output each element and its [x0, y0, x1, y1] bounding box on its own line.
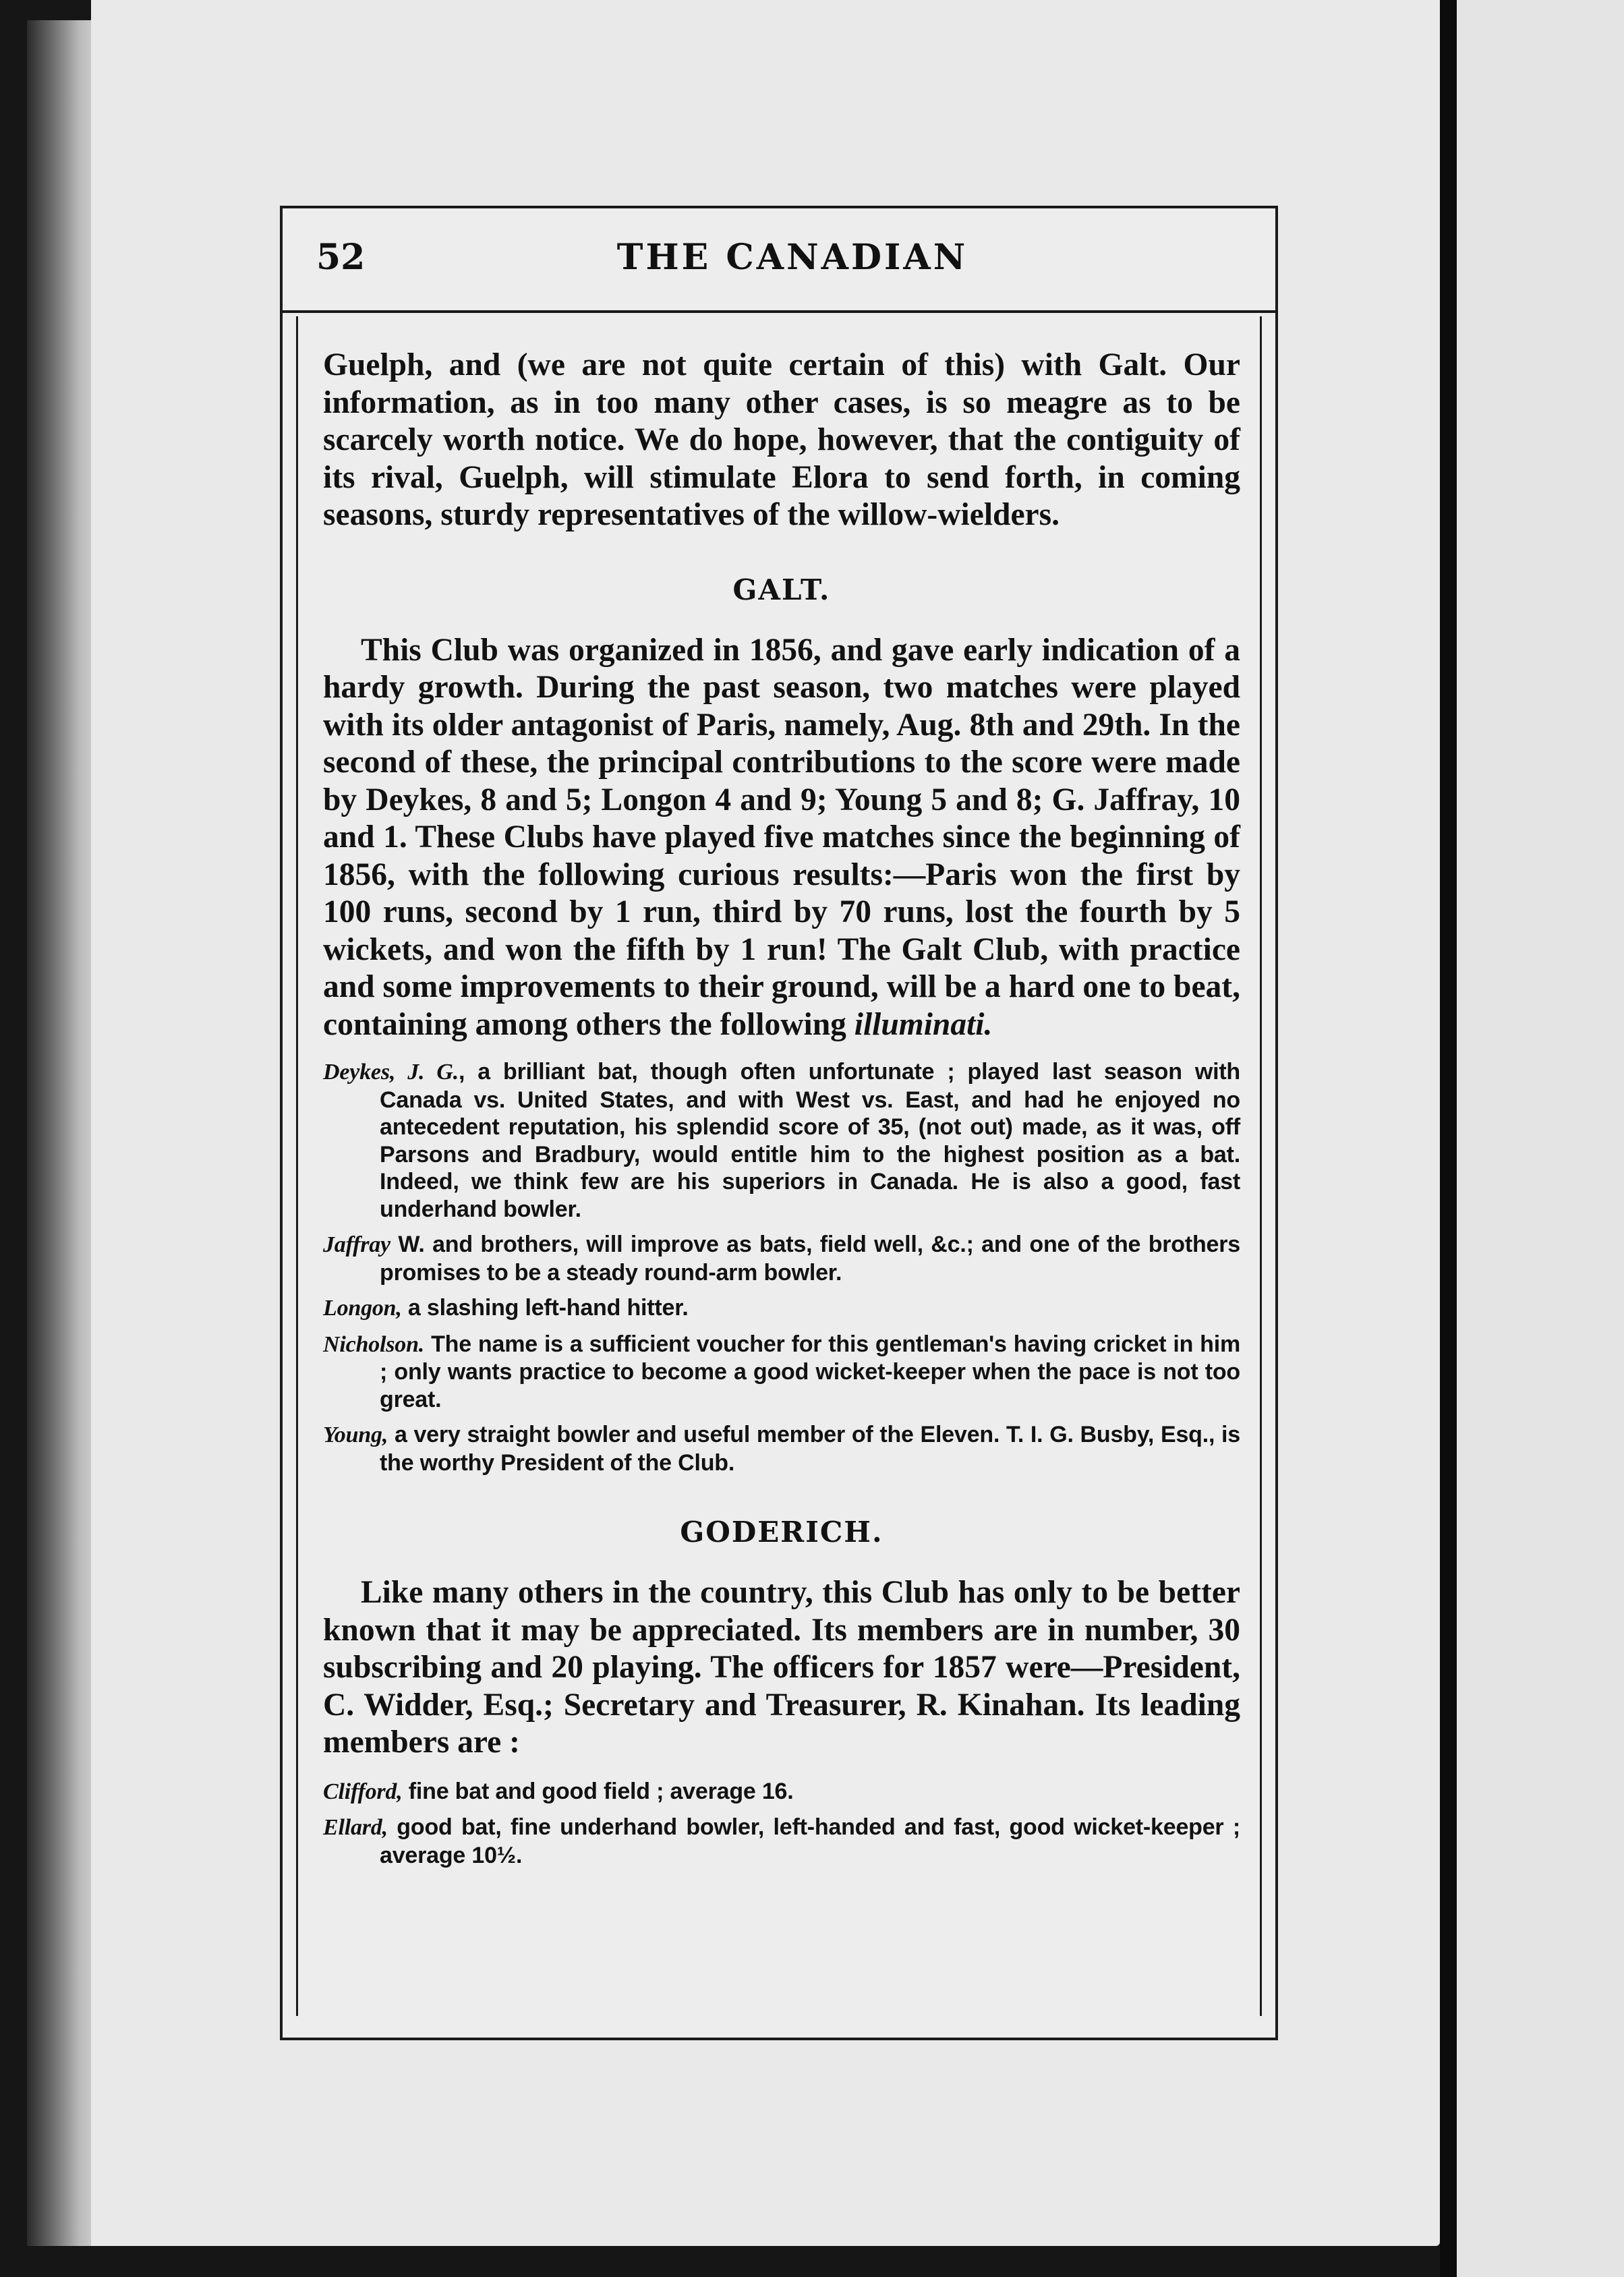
player-note: [323, 1814, 1240, 1869]
player-description: a very straight bowler and useful member of the Eleven. T. I. G. Busby, Esq., is the worthy President of the Club.: [380, 1422, 1240, 1476]
player-name: Nicholson.: [323, 1331, 425, 1357]
page-body: [323, 347, 1240, 1877]
goderich-paragraph: Like many others in the country, this Club has only to be better known that it may be appreciated. Its members are in number, 30 subscribing and 20 playing. The officers for 1857 were—President, C. Widder, Esq.; Secretary and Treasurer, R. Kinahan. Its leading members are :: [323, 1575, 1240, 1760]
frame-inner-rule-left: [296, 316, 298, 2016]
galt-paragraph-end: illuminati.: [854, 1006, 993, 1042]
player-description: W. and brothers, will improve as bats, field well, &c.; and one of the brothers promises to be a steady round-arm bowler.: [380, 1232, 1240, 1286]
text-frame: [280, 206, 1278, 2040]
player-name: Clifford,: [323, 1779, 403, 1804]
player-name: Young,: [323, 1422, 388, 1447]
galt-paragraph-text: This Club was organized in 1856, and gave early indication of a hardy growth. During the past season, two matches were played with its older antagonist of Paris, namely, Aug. 8th and 29th. In the second of these, the principal contributions to the score were made by Deykes, 8 and 5; Longon 4 and 9; Young 5 and 8; G. Jaffray, 10 and 1. These Clubs have played five matches since the beginning of 1856, with the following curious results:—Paris won the first by 100 runs, second by 1 run, third by 70 runs, lost the fourth by 5 wickets, and won the fifth by 1 run! The Galt Club, with practice and some improvements to their ground, will be a hard one to beat, containing among others the following: [323, 632, 1240, 1042]
player-name: Jaffray: [323, 1232, 390, 1257]
player-description: a slashing left-hand hitter.: [401, 1295, 689, 1321]
goderich-player-notes: [323, 1778, 1240, 1870]
player-description: good bat, fine underhand bowler, left-handed and fast, good wicket-keeper ; average 10½.: [380, 1814, 1240, 1868]
intro-paragraph: Guelph, and (we are not quite certain of this) with Galt. Our information, as in too many other cases, is so meagre as to be scarcely worth notice. We do hope, however, that the contiguity of its rival, Guelph, will stimulate Elora to send forth, in coming seasons, sturdy representatives of the willow-wielders.: [323, 347, 1240, 532]
running-header: [283, 208, 1275, 313]
section-heading-galt: GALT.: [732, 573, 831, 606]
player-name: Longon,: [323, 1296, 402, 1321]
player-description: , a brilliant bat, though often unfortunate ; played last season with Canada vs. United States, and with West vs. East, and had he enjoyed no antecedent reputation, his splendid score of 35, (not out) made, as it was, off Parsons and Bradbury, would entitle him to the highest position as a bat. Indeed, we think few are his superiors in Canada. He is also a good, fast underhand bowler.: [380, 1059, 1241, 1222]
book-binding-edge: [27, 20, 101, 2246]
player-note: [323, 1778, 1240, 1806]
section-heading-goderich: GODERICH.: [680, 1516, 883, 1549]
book-gutter: [1440, 0, 1457, 2277]
player-note: [323, 1058, 1240, 1223]
player-description: The name is a sufficient voucher for this gentleman's having cricket in him ; only wants practice to become a good wicket-keeper when the pace is not too great.: [380, 1331, 1240, 1412]
galt-player-notes: [323, 1058, 1240, 1476]
player-name: Ellard,: [323, 1815, 388, 1840]
facing-page-edge: [1457, 0, 1624, 2277]
player-note: [323, 1294, 1240, 1323]
player-note: [323, 1231, 1240, 1286]
player-note: [323, 1331, 1240, 1414]
running-title: THE CANADIAN: [616, 237, 968, 278]
player-description: fine bat and good field ; average 16.: [402, 1778, 794, 1804]
player-note: [323, 1421, 1240, 1476]
galt-paragraph: [323, 632, 1240, 1044]
page-number: 52: [316, 237, 366, 278]
player-name: Deykes, J. G.: [323, 1060, 459, 1085]
frame-inner-rule-right: [1260, 316, 1262, 2016]
